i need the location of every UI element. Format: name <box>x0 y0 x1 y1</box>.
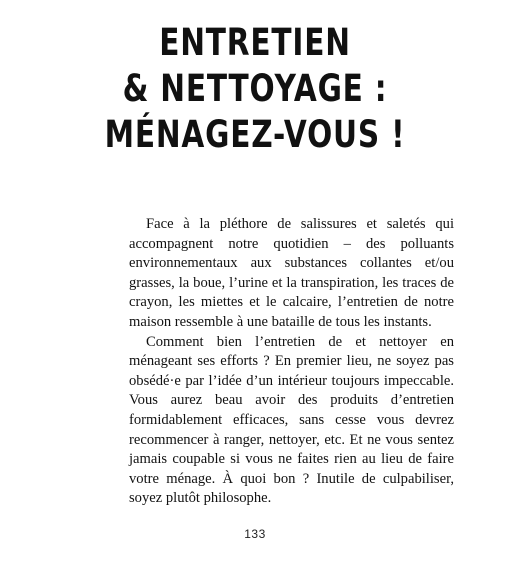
page-number: 133 <box>244 527 266 541</box>
chapter-title <box>51 20 459 158</box>
paragraph-1: Face à la pléthore de salissures et saletés qui accompagnent notre quotidien – des polluants environnementaux aux substances collantes et/ou grasses, la boue, l’urine et la transpiration, les traces de crayon, les miettes et le calcaire, l’entretien de notre maison ressemble à une bataille de tous les instants. <box>129 216 454 330</box>
paragraph-2: Comment bien l’entretien de et nettoyer en ménageant ses efforts ? En premier lieu, ne soyez pas obsédé·e par l’idée d’un intérieur toujours impeccable. Vous aurez beau avoir des produits d’entretien formidablement efficaces, sans cesse vous devrez recommencer à ranger, nettoyer, etc. Et ne vous sentez jamais coupable si vous ne faites rien au lieu de faire votre ménage. À quoi bon ? Inutile de culpabiliser, soyez plutôt philosophe. <box>129 333 454 507</box>
chapter-title-line-1: ENTRETIEN <box>159 21 351 64</box>
body-text <box>129 215 454 509</box>
chapter-title-line-3: MÉNAGEZ-VOUS ! <box>104 113 406 156</box>
chapter-title-line-2: & NETTOYAGE : <box>122 67 388 110</box>
